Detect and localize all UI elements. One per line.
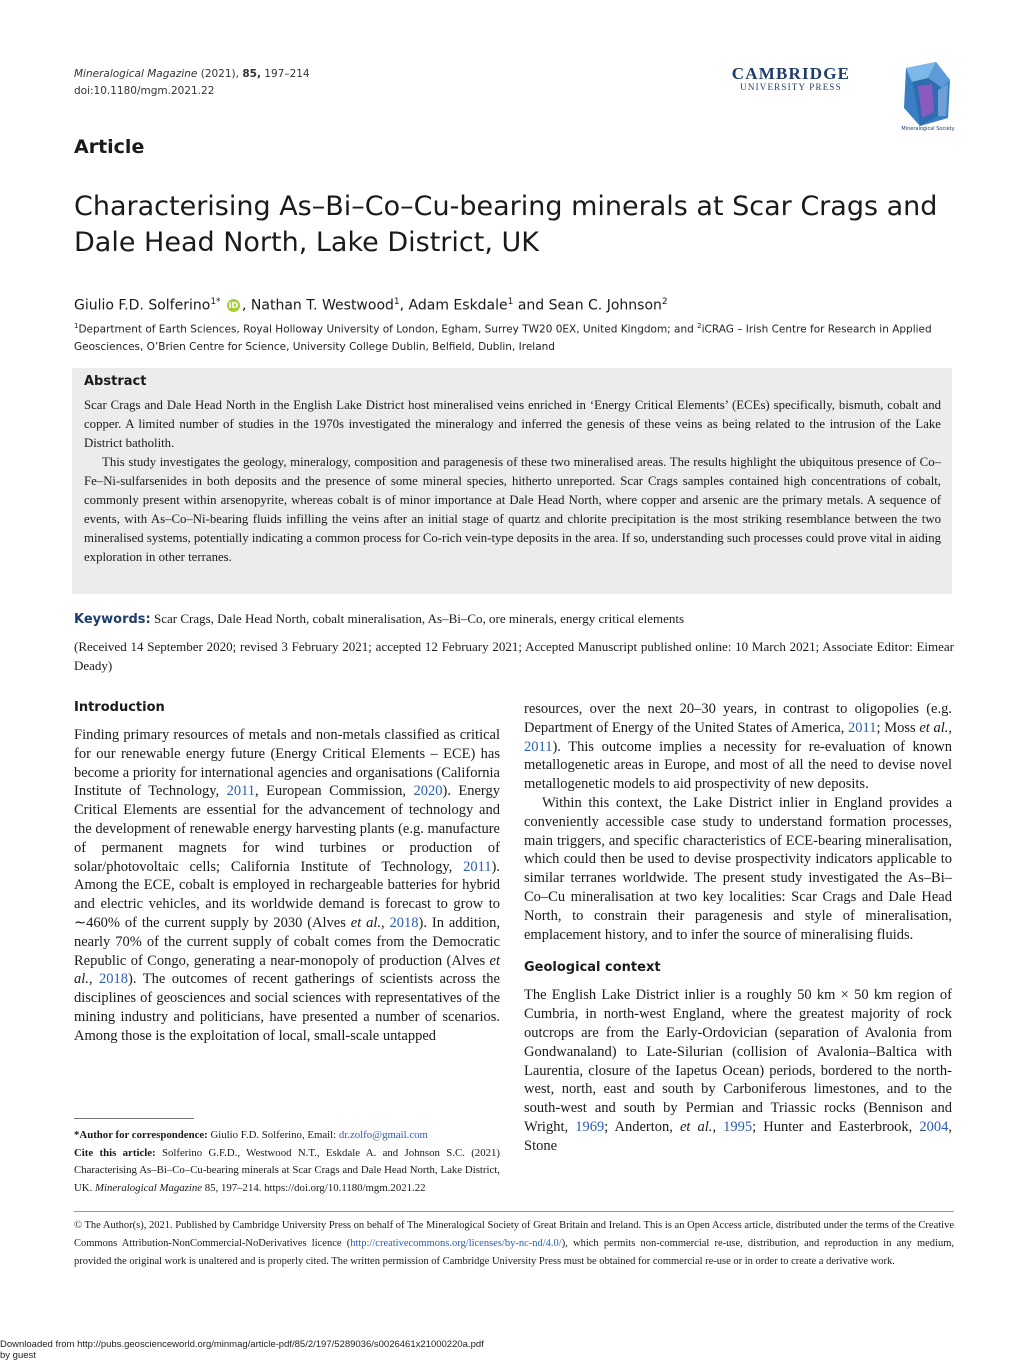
- abstract-box: [72, 368, 952, 594]
- article-type: Article: [74, 136, 145, 158]
- mineralogical-society-logo: [898, 60, 958, 140]
- author-superscript: 1: [393, 297, 400, 307]
- et-al-text: et al.: [74, 952, 500, 988]
- copyright-text: © The Author(s), 2021. Published by Cambridge University Press on behalf of The Mineralogical Society of Great Britain and Ireland. This is an Open Access article, distributed under the terms of the Creative Commons Attribution-NonCommercial-NoDerivatives licence (: [74, 1220, 954, 1249]
- author-name: , Adam Eskdale: [399, 297, 508, 314]
- correspondence-line: [74, 1127, 500, 1145]
- abstract-paragraph: This study investigates the geology, mineralogy, composition and paragenesis of these two mineralised areas. The results highlight the ubiquitous presence of Co–Fe–Ni-sulfarsenides in both deposits and the presence of some mineral species, hitherto unreported. Scar Crags samples contained high concentrations of cobalt, commonly present within arsenopyrite, whereas cobalt is of minor importance at Dale Head North, where copper and arsenic are the primary metals. A sequence of events, with As–Co–Ni-bearing fluids infilling the veins after an initial stage of quartz and chlorite precipitation is the most striking resemblance between the two mineralised systems, potentially indicating a common process for Co-rich vein-type deposits in the area. If so, understanding such processes could prove vital in aiding exploration in other terranes.: [84, 455, 941, 564]
- body-text: ). The outcomes of recent gatherings of scientists across the disciplines of geosciences and social sciences with representatives of the mining industry and politicians, have presented a number of scenarios. Among those is the exploitation of local, small-scale untapped: [74, 971, 500, 1044]
- journal-year: (2021),: [200, 68, 239, 80]
- right-column: [524, 700, 952, 1156]
- introduction-paragraph: [74, 726, 500, 1046]
- author-list: [74, 293, 668, 315]
- body-text: ,: [712, 1118, 724, 1135]
- reference-link[interactable]: 2018: [99, 971, 129, 988]
- reference-link[interactable]: 2011: [463, 858, 492, 875]
- journal-name: Mineralogical Magazine: [74, 68, 198, 80]
- author-name: Giulio F.D. Solferino: [74, 297, 211, 314]
- geological-context-paragraph: [524, 986, 952, 1155]
- journal-pages: 197–214: [264, 68, 310, 80]
- introduction-paragraph: Within this context, the Lake District inlier in England provides a conveniently accessible case study to understand formation processes, main triggers, and specific characteristics of ECE-bearing mineralisation, which could then be used to devise prospectivity indicators applicable to similar terranes worldwide. The present study investigated the As–Bi–Co–Cu mineralisation at two key localities: Scar Crags and Dale Head North, to constrain their paragenesis and style of mineralisation, emplacement history, and to infer the source of mineralising fluids.: [524, 794, 952, 943]
- abstract-body: [84, 396, 941, 567]
- et-al-text: et al.: [350, 914, 382, 931]
- body-text: ). This outcome implies a necessity for re-evaluation of known metallogenetic areas in Europe, and most of all the need to devise novel metallogenetic models to aid prospectivity of new deposits.: [524, 738, 952, 793]
- reference-link[interactable]: 1995: [723, 1118, 753, 1135]
- body-text: The English Lake District inlier is a roughly 50 km × 50 km region of Cumbria, in north-west England, where the greatest majority of rock outcrops are from the Early-Ordovician (separation of Avalonia from Gondwanaland) to Late-Silurian (collision of Avalonia–Baltica with Laurentia, closure of the Iapetus Ocean) periods, bordered to the north-west, north, east and south by Carboniferous limestones, and to the south-west and south by Permian and Triassic rocks (Bennison and Wright,: [524, 987, 952, 1135]
- body-text: ). Energy Critical Elements are essential for the advancement of technology and the development of renewable energy harvesting plants (e.g. manufacture of permanent magnets for wind turbines or production of solar/photovoltaic cells; California Institute of Technology,: [74, 783, 500, 875]
- journal-header: [74, 66, 310, 100]
- body-text: ). Among the ECE, cobalt is employed in rechargeable batteries for hybrid and electric vehicles, and its worldwide demand is forecast to grow to ∼460% of the current supply by 2030 (Alves: [74, 858, 500, 931]
- keywords-label: Keywords:: [74, 612, 151, 627]
- publisher-name: CAMBRIDGE: [731, 64, 851, 83]
- introduction-paragraph-continued: [524, 700, 952, 794]
- copyright-divider: [74, 1211, 954, 1212]
- publisher-logo: [726, 64, 856, 92]
- cite-text: Solferino G.F.D., Westwood N.T., Eskdale A. and Johnson S.C. (2021) Characterising As–Bi–Co–Cu-bearing minerals at Scar Crags and Dale Head North, Lake District, UK.: [74, 1146, 500, 1194]
- doi-line[interactable]: doi:10.1180/mgm.2021.22: [74, 85, 215, 97]
- affiliations: [74, 318, 954, 356]
- society-logo-caption: Mineralogical Society: [901, 126, 955, 132]
- introduction-heading: Introduction: [74, 700, 165, 715]
- article-title: Characterising As–Bi–Co–Cu-bearing minerals at Scar Crags and Dale Head North, Lake District, UK: [74, 191, 938, 258]
- reference-link[interactable]: 2018: [389, 914, 419, 931]
- affiliation-marker: 2: [697, 322, 702, 330]
- body-text: ; Moss: [876, 719, 920, 736]
- body-text: ). In addition, nearly 70% of the current supply of cobalt comes from the Democratic Republic of Congo, generating a near-monopoly of production (Alves: [74, 914, 500, 969]
- copyright-text: ), which permits non-commercial re-use, distribution, and reproduction in any medium, provided the original work is unaltered and is properly cited. The written permission of Cambridge University Press must be obtained for commercial re-use or in order to create a derivative work.: [74, 1238, 954, 1267]
- author-superscript: 1*: [210, 297, 221, 307]
- body-text: , European Commission,: [255, 783, 414, 800]
- license-link[interactable]: http://creativecommons.org/licenses/by-nc-nd/4.0/: [350, 1238, 562, 1249]
- author-superscript: 1: [507, 297, 514, 307]
- introduction-section: [74, 699, 500, 1046]
- author-superscript: 2: [661, 297, 668, 307]
- reference-link[interactable]: 2011: [524, 738, 553, 755]
- body-text: ; Anderton,: [604, 1118, 680, 1135]
- download-line: by guest: [0, 1350, 36, 1361]
- orcid-icon[interactable]: iD: [228, 301, 239, 311]
- reference-link[interactable]: 2011: [848, 719, 877, 736]
- publisher-subtitle: UNIVERSITY PRESS: [740, 82, 842, 92]
- reference-link[interactable]: 2020: [413, 783, 443, 800]
- author-name: , Nathan T. Westwood: [242, 297, 394, 314]
- email-link[interactable]: dr.zolfo@gmail.com: [338, 1129, 428, 1141]
- correspondence-label: *Author for correspondence:: [74, 1129, 208, 1141]
- body-text: , Stone: [524, 1118, 952, 1154]
- et-al-text: et al.: [919, 719, 949, 736]
- footnote: [74, 1127, 500, 1197]
- keywords-line: [74, 609, 954, 629]
- keywords-text: Scar Crags, Dale Head North, cobalt mineralisation, As–Bi–Co, ore minerals, energy critical elements: [150, 611, 685, 626]
- correspondence-text: Giulio F.D. Solferino, Email:: [207, 1129, 339, 1141]
- abstract-heading: Abstract: [84, 374, 147, 389]
- body-text: ,: [948, 719, 952, 736]
- reference-link[interactable]: 2004: [919, 1118, 949, 1135]
- affiliation-marker: 1: [74, 322, 79, 330]
- received-dates: (Received 14 September 2020; revised 3 February 2021; accepted 12 February 2021; Accepted Manuscript published online: 10 March 2021; Associate Editor: Eimear Deady): [74, 639, 954, 673]
- body-text: resources, over the next 20–30 years, in contrast to oligopolies (e.g. Department of Energy of the United States of America,: [524, 701, 952, 736]
- download-line: Downloaded from http://pubs.geoscienceworld.org/minmag/article-pdf/85/2/197/5289036/s0026461x21000220a.pdf: [0, 1339, 484, 1350]
- affiliation-text: iCRAG – Irish Centre for Research in Applied Geosciences, O’Brien Centre for Science, University College Dublin, Belfield, Dublin, Ireland: [74, 323, 932, 353]
- copyright-notice: [74, 1217, 954, 1271]
- journal-citation-line: [74, 66, 310, 83]
- affiliation-text: Department of Earth Sciences, Royal Holloway University of London, Egham, Surrey TW20 0EX, United Kingdom; and: [78, 323, 698, 336]
- geological-context-heading: Geological context: [524, 960, 661, 976]
- body-text: ,: [88, 971, 100, 988]
- cite-label: Cite this article:: [74, 1146, 156, 1159]
- body-text: ; Hunter and Easterbrook,: [752, 1118, 920, 1135]
- abstract-paragraph: Scar Crags and Dale Head North in the English Lake District host mineralised veins enriched in ‘Energy Critical Elements’ (ECEs) specifically, bismuth, cobalt and copper. A limited number of studies in the 1970s investigated the mineralogy and inferred the genesis of these veins as being related to the intrusion of the Lake District batholith.: [84, 398, 941, 450]
- reference-link[interactable]: 2011: [226, 783, 256, 800]
- et-al-text: et al.: [679, 1118, 713, 1135]
- download-stamp: [0, 1339, 484, 1361]
- author-name: and Sean C. Johnson: [513, 297, 662, 314]
- body-text: Finding primary resources of metals and non-metals classified as critical for our renewable energy future (Energy Critical Elements – ECE) has become a priority for international agencies and organisations (California Institute of Technology,: [74, 727, 500, 800]
- reference-link[interactable]: 1969: [575, 1118, 605, 1135]
- journal-volume: 85,: [242, 68, 261, 80]
- body-text: ,: [381, 914, 390, 931]
- cite-rest: 85, 197–214. https://doi.org/10.1180/mgm.2021.22: [202, 1181, 426, 1194]
- footnote-divider: [74, 1118, 194, 1119]
- cite-journal: Mineralogical Magazine: [95, 1181, 203, 1194]
- citation-note: [74, 1145, 500, 1198]
